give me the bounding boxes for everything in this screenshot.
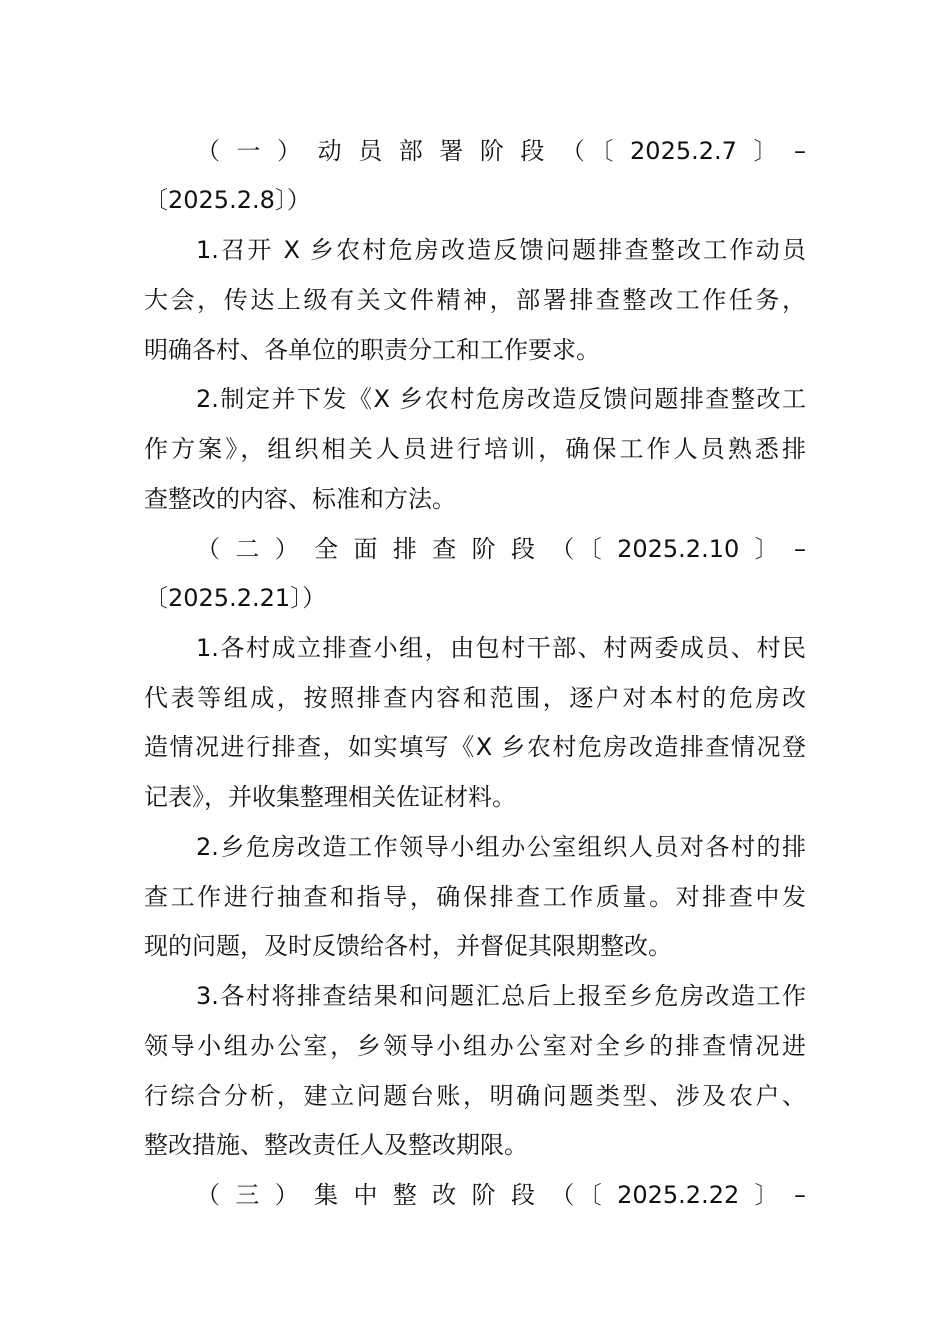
paragraph-line: 行综合分析，建立问题台账，明确问题类型、涉及农户、: [144, 1082, 806, 1110]
section-heading-2: （二）全面排查阶段（〔2025.2.10〕–: [196, 535, 806, 563]
paragraph-line: 明确各村、各单位的职责分工和工作要求。: [144, 336, 600, 364]
section-heading-1: （一）动员部署阶段（〔2025.2.7〕–: [196, 137, 806, 165]
paragraph-line: 整改措施、整改责任人及整改期限。: [144, 1131, 528, 1159]
paragraph-line: 记表》，并收集整理相关佐证材料。: [144, 783, 516, 811]
paragraph-line: 查工作进行抽查和指导，确保排查工作质量。对排查中发: [144, 883, 806, 911]
paragraph-line: 造情况进行排查，如实填写《X 乡农村危房改造排查情况登: [144, 733, 806, 761]
section-heading-2-continued: 〔2025.2.21〕）: [144, 584, 327, 612]
paragraph-line: 2.制定并下发《X 乡农村危房改造反馈问题排查整改工: [196, 385, 806, 413]
paragraph-line: 查整改的内容、标准和方法。: [144, 485, 456, 513]
paragraph-line: 大会，传达上级有关文件精神，部署排查整改工作任务，: [144, 286, 806, 314]
paragraph-line: 现的问题，及时反馈给各村，并督促其限期整改。: [144, 932, 672, 960]
paragraph-line: 1.各村成立排查小组，由包村干部、村两委成员、村民: [196, 634, 806, 662]
paragraph-line: 作方案》，组织相关人员进行培训，确保工作人员熟悉排: [144, 435, 806, 463]
paragraph-line: 领导小组办公室，乡领导小组办公室对全乡的排查情况进: [144, 1032, 806, 1060]
section-heading-1-continued: 〔2025.2.8〕）: [144, 186, 311, 214]
section-heading-3: （三）集中整改阶段（〔2025.2.22〕–: [196, 1181, 806, 1209]
paragraph-line: 1.召开 X 乡农村危房改造反馈问题排查整改工作动员: [196, 236, 806, 264]
paragraph-line: 2.乡危房改造工作领导小组办公室组织人员对各村的排: [196, 833, 806, 861]
paragraph-line: 3.各村将排查结果和问题汇总后上报至乡危房改造工作: [196, 982, 806, 1010]
paragraph-line: 代表等组成，按照排查内容和范围，逐户对本村的危房改: [144, 684, 806, 712]
